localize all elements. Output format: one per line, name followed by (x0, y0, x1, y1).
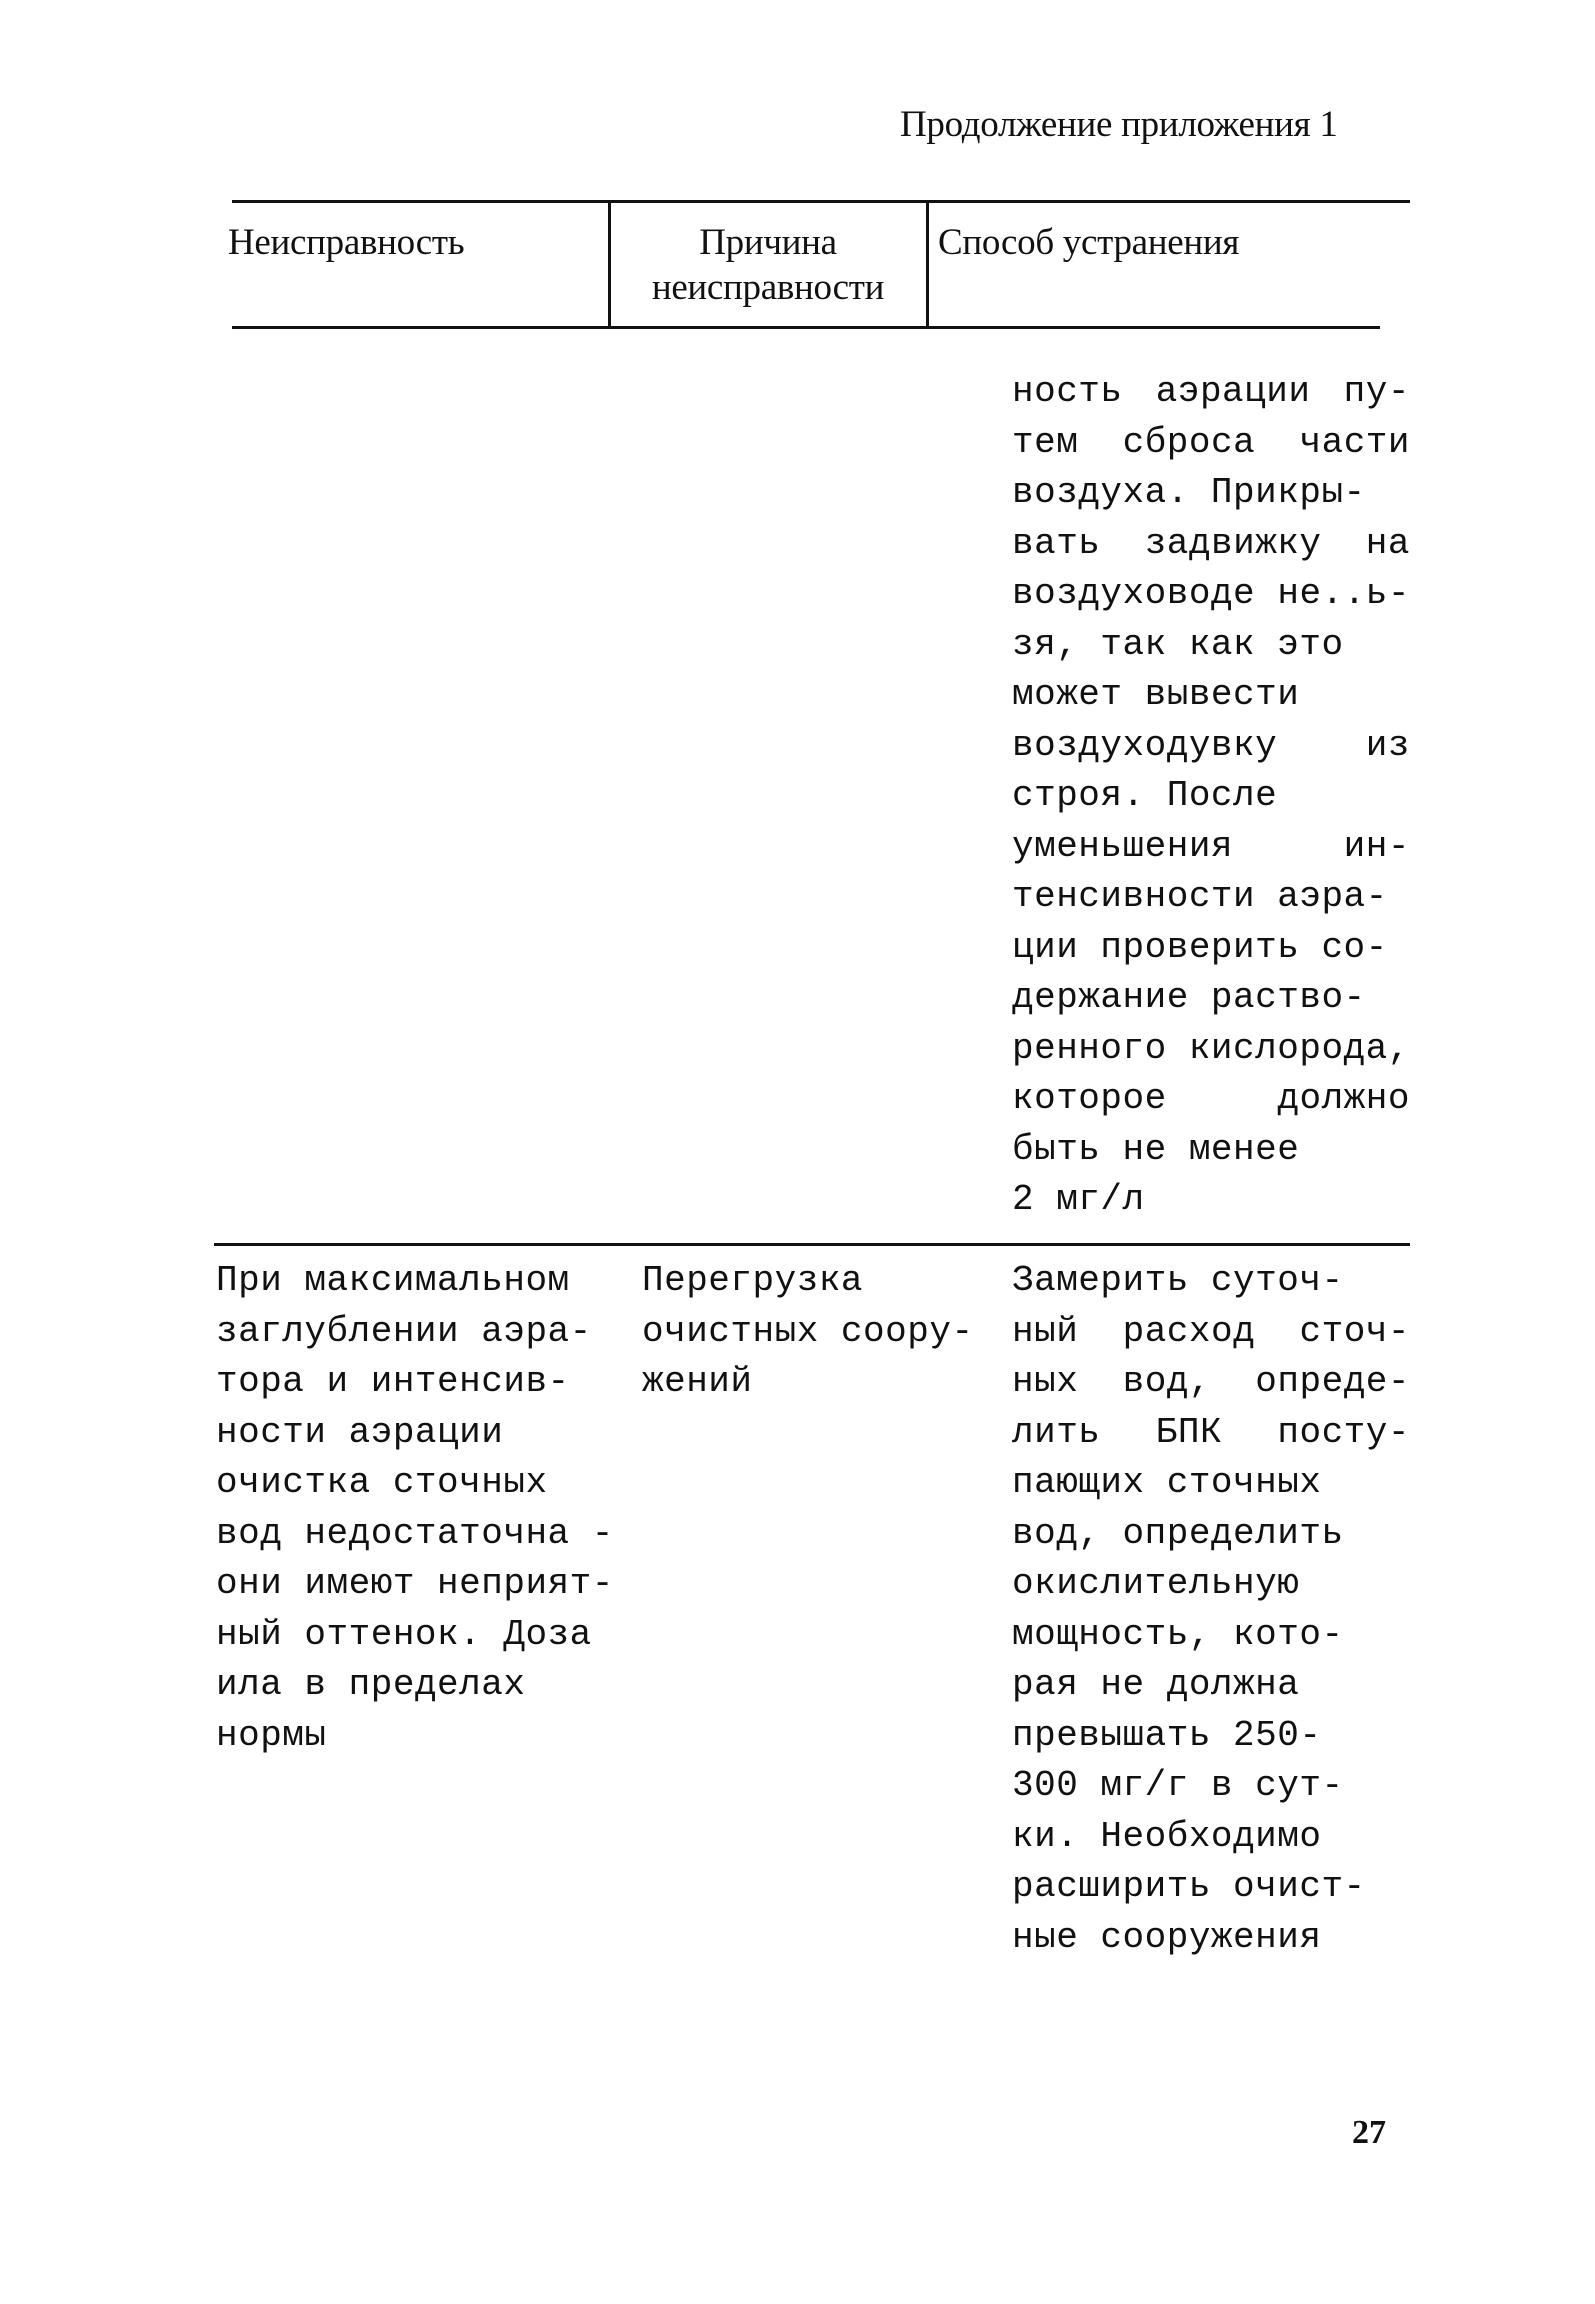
text-line: тем сброса части (1012, 421, 1410, 463)
text-line: которое должно (1012, 1078, 1410, 1119)
row2-cause-cell (642, 1256, 1002, 1408)
text-line: ности аэрации (216, 1411, 504, 1453)
text-line: очистка сточных (216, 1462, 548, 1503)
text-line: очистных соору- (642, 1310, 974, 1352)
page-number: 27 (1352, 2114, 1386, 2151)
row2-fault-cell (216, 1256, 616, 1761)
header-cause (612, 220, 924, 310)
continued-remedy-cell (1012, 367, 1410, 1226)
header-cause-line-1: Причина (699, 222, 837, 263)
text-line: окислительную (1012, 1563, 1300, 1604)
text-line: вод недостаточна - (216, 1512, 614, 1554)
row-separator-rule (214, 1243, 1410, 1246)
header-remedy: Способ устранения (938, 222, 1240, 263)
text-line: ный расход сточ- (1012, 1310, 1410, 1352)
text-line: пающих сточных (1012, 1462, 1322, 1503)
text-line: воздуходувку из (1012, 724, 1410, 766)
text-line: расширить очист- (1012, 1866, 1366, 1907)
text-line: 2 мг/л (1012, 1179, 1145, 1220)
text-line: ность аэрации пу- (1012, 371, 1410, 412)
text-line: может вывести (1012, 674, 1300, 715)
text-line: быть не менее (1012, 1128, 1300, 1170)
text-line: уменьшения ин- (1012, 825, 1410, 867)
text-line: тенсивности аэра- (1012, 876, 1388, 917)
text-line: ила в пределах (216, 1664, 526, 1705)
text-line: заглублении аэра- (216, 1310, 592, 1352)
text-line: жений (642, 1361, 753, 1402)
text-line: ный оттенок. Доза (216, 1613, 592, 1655)
header-fault: Неисправность (228, 222, 465, 263)
text-line: зя, так как это (1012, 623, 1344, 665)
running-head: Продолжение приложения 1 (900, 104, 1338, 145)
text-line: ки. Необходимо (1012, 1815, 1322, 1857)
text-line: вать задвижку на (1012, 522, 1410, 564)
header-cause-line-2: неисправности (651, 267, 885, 308)
table-top-rule (232, 200, 1410, 203)
text-line: превышать 250- (1012, 1714, 1322, 1756)
header-divider-1 (608, 200, 611, 328)
text-line: строя. После (1012, 775, 1278, 816)
text-line: нормы (216, 1714, 327, 1756)
text-line: При максимальном (216, 1260, 570, 1301)
text-line: тора и интенсив- (216, 1361, 570, 1402)
text-line: мощность, кото- (1012, 1613, 1344, 1655)
text-line: рая не должна (1012, 1664, 1300, 1705)
text-line: вод, определить (1012, 1512, 1344, 1554)
header-bottom-rule (232, 326, 1380, 329)
text-line: ренного кислорода, (1012, 1027, 1410, 1069)
row2-remedy-cell (1012, 1256, 1410, 1963)
text-line: Замерить суточ- (1012, 1260, 1344, 1301)
header-divider-2 (926, 200, 929, 328)
text-line: держание раство- (1012, 977, 1366, 1018)
text-line: воздуховоде не..ь- (1012, 573, 1410, 614)
text-line: лить БПК посту- (1012, 1411, 1410, 1453)
text-line: 300 мг/г в сут- (1012, 1765, 1344, 1806)
text-line: они имеют неприят- (216, 1563, 614, 1604)
text-line: ные сооружения (1012, 1916, 1322, 1958)
text-line: ции проверить со- (1012, 926, 1388, 968)
text-line: ных вод, опреде- (1012, 1361, 1410, 1402)
text-line: воздуха. Прикры- (1012, 472, 1366, 513)
text-line: Перегрузка (642, 1260, 864, 1301)
